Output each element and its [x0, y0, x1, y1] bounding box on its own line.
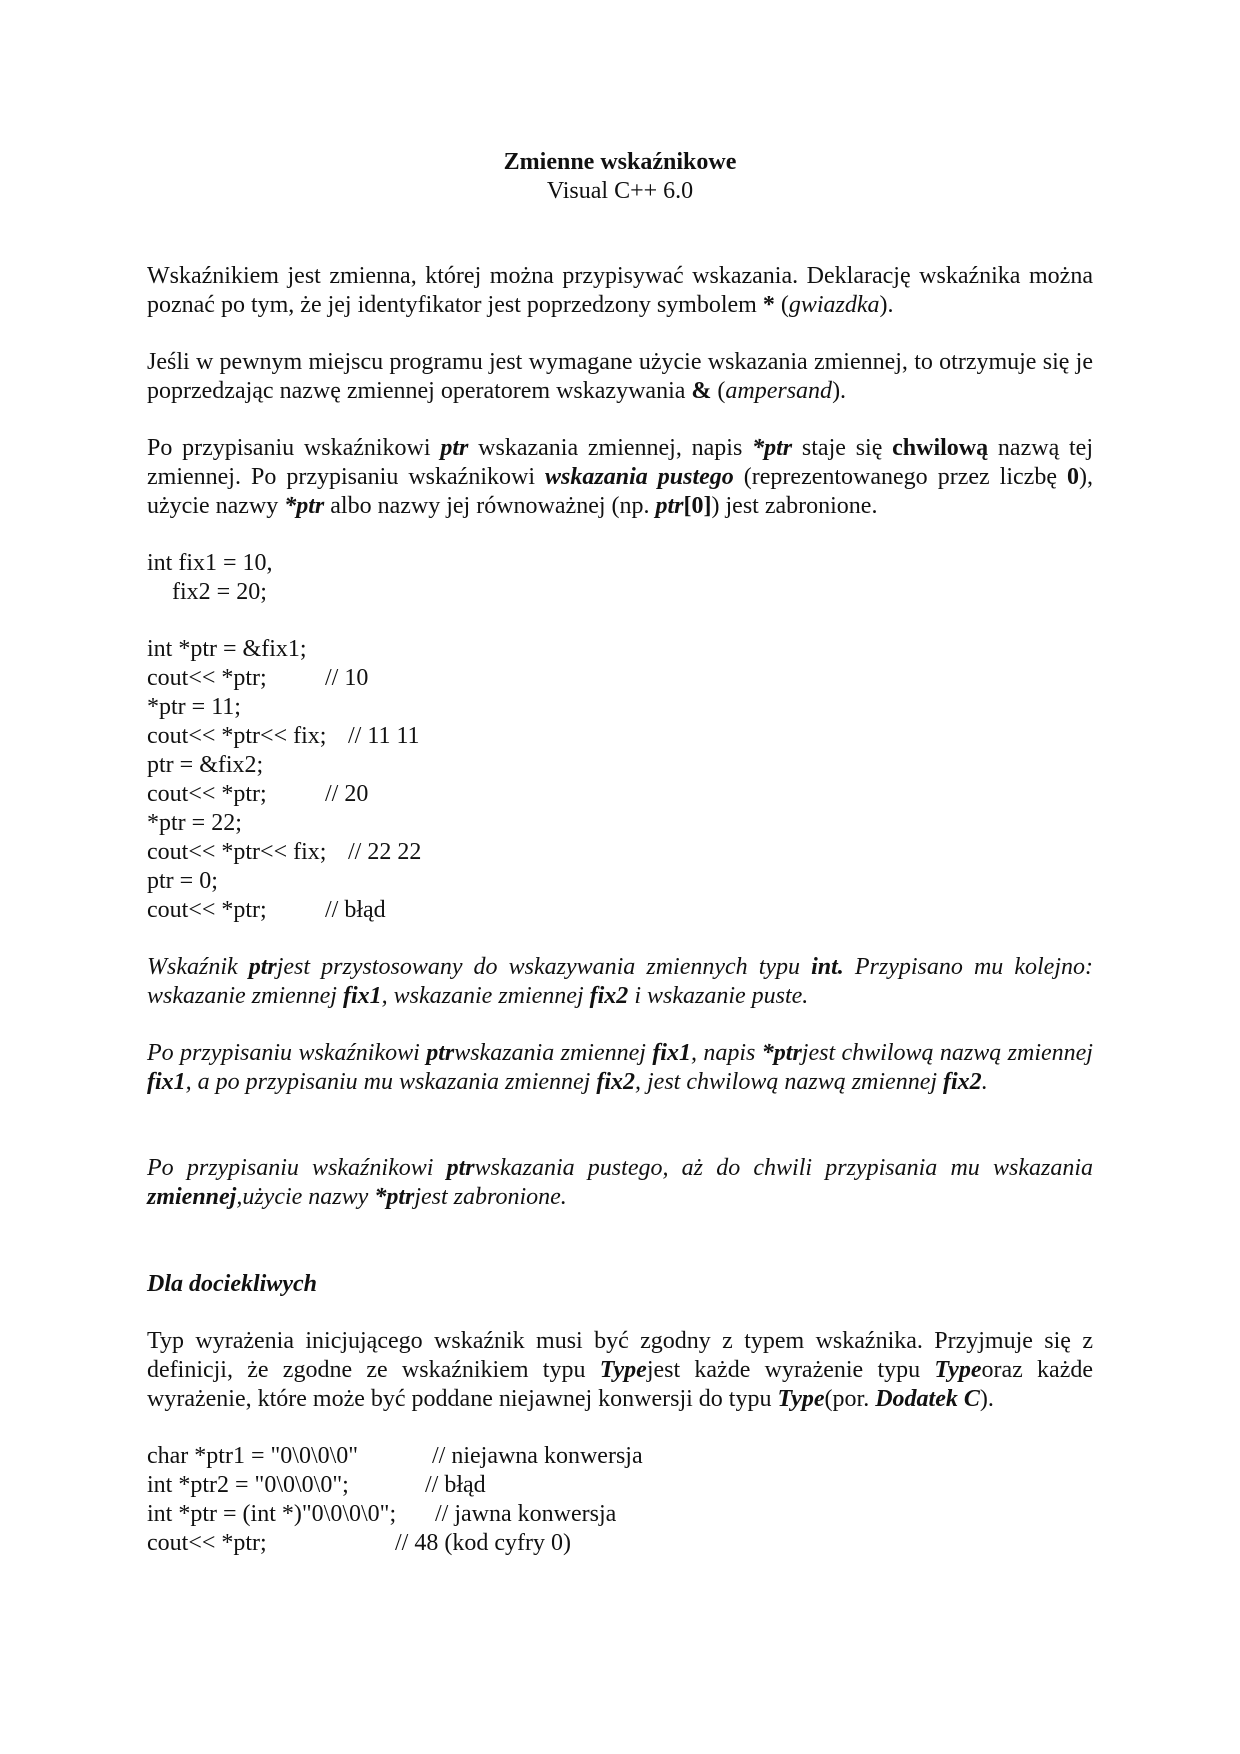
code-line: cout<< *ptr; // 10: [147, 665, 369, 691]
paragraph-type-compatibility: Typ wyrażenia inicjującego wskaźnik musi być zgodny z typem wskaźnika. Przyjmuje się z definicji, że zgodne ze wskaźnikiem typu Typejest każde wyrażenie typu Typeoraz każde wyrażenie, które może być poddane niejawnej konwersji do typu Type(por. Dodatek C).: [147, 1328, 1093, 1412]
code-line: cout<< *ptr<< fix; // 22 22: [147, 839, 422, 865]
section-heading: Dla dociekliwych: [147, 1271, 317, 1297]
code-line: cout<< *ptr<< fix; // 11 11: [147, 723, 420, 749]
code-line: ptr = 0;: [147, 868, 218, 894]
paragraph-null-pointer: Po przypisaniu wskaźnikowi ptrwskazania pustego, aż do chwili przypisania mu wskazania zmiennej,użycie nazwy *ptrjest zabronione.: [147, 1155, 1093, 1210]
code-line: *ptr = 22;: [147, 810, 242, 836]
paragraph-pointer-explanation: Wskaźnik ptrjest przystosowany do wskazywania zmiennych typu int. Przypisano mu kolejno: wskazanie zmiennej fix1, wskazanie zmiennej fix2 i wskazanie puste.: [147, 954, 1093, 1009]
document-subtitle: Visual C++ 6.0: [546, 178, 694, 204]
code-block-pointer-usage: [147, 635, 1047, 925]
document-title: Zmienne wskaźnikowe: [503, 149, 737, 175]
code-line: fix2 = 20;: [172, 579, 267, 605]
code-line: cout<< *ptr; // błąd: [147, 897, 386, 923]
code-line: int fix1 = 10,: [147, 550, 273, 576]
code-comment: // 48 (kod cyfry 0): [395, 1530, 571, 1556]
code-comment: // 20: [325, 781, 369, 807]
code-comment: // niejawna konwersja: [432, 1443, 643, 1469]
code-line: int *ptr = &fix1;: [147, 636, 307, 662]
code-comment: // błąd: [425, 1472, 486, 1498]
code-block-conversion: [147, 1442, 1047, 1558]
code-block-declarations: [147, 549, 1047, 607]
code-comment: // 11 11: [348, 723, 420, 749]
paragraph-temporary-name: Po przypisaniu wskaźnikowi ptrwskazania zmiennej fix1, napis *ptrjest chwilową nazwą zmiennej fix1, a po przypisaniu mu wskazania zmiennej fix2, jest chwilową nazwą zmiennej fix2.: [147, 1040, 1093, 1095]
code-comment: // 10: [325, 665, 369, 691]
code-line: *ptr = 11;: [147, 694, 241, 720]
code-comment: // błąd: [325, 897, 386, 923]
paragraph-dereference: Po przypisaniu wskaźnikowi ptr wskazania zmiennej, napis *ptr staje się chwilową nazwą tej zmiennej. Po przypisaniu wskaźnikowi wskazania pustego (reprezentowanego przez liczbę 0), użycie nazwy *ptr albo nazwy jej równoważnej (np. ptr[0]) jest zabronione.: [147, 435, 1094, 519]
code-comment: // 22 22: [348, 839, 422, 865]
code-comment: // jawna konwersja: [435, 1501, 617, 1527]
paragraph-address-operator: Jeśli w pewnym miejscu programu jest wymagane użycie wskazania zmiennej, to otrzymuje się je poprzedzając nazwę zmiennej operatorem wskazywania & (ampersand).: [147, 349, 1093, 404]
code-line: int *ptr = (int *)"0\0\0\0"; // jawna konwersja: [147, 1501, 617, 1527]
paragraph-pointer-definition: Wskaźnikiem jest zmienna, której można przypisywać wskazania. Deklarację wskaźnika można poznać po tym, że jej identyfikator jest poprzedzony symbolem * (gwiazdka).: [147, 263, 1093, 318]
code-line: cout<< *ptr; // 48 (kod cyfry 0): [147, 1530, 571, 1556]
code-line: char *ptr1 = "0\0\0\0" // niejawna konwersja: [147, 1443, 643, 1469]
code-line: ptr = &fix2;: [147, 752, 264, 778]
code-line: int *ptr2 = "0\0\0\0"; // błąd: [147, 1472, 486, 1498]
code-line: cout<< *ptr; // 20: [147, 781, 369, 807]
